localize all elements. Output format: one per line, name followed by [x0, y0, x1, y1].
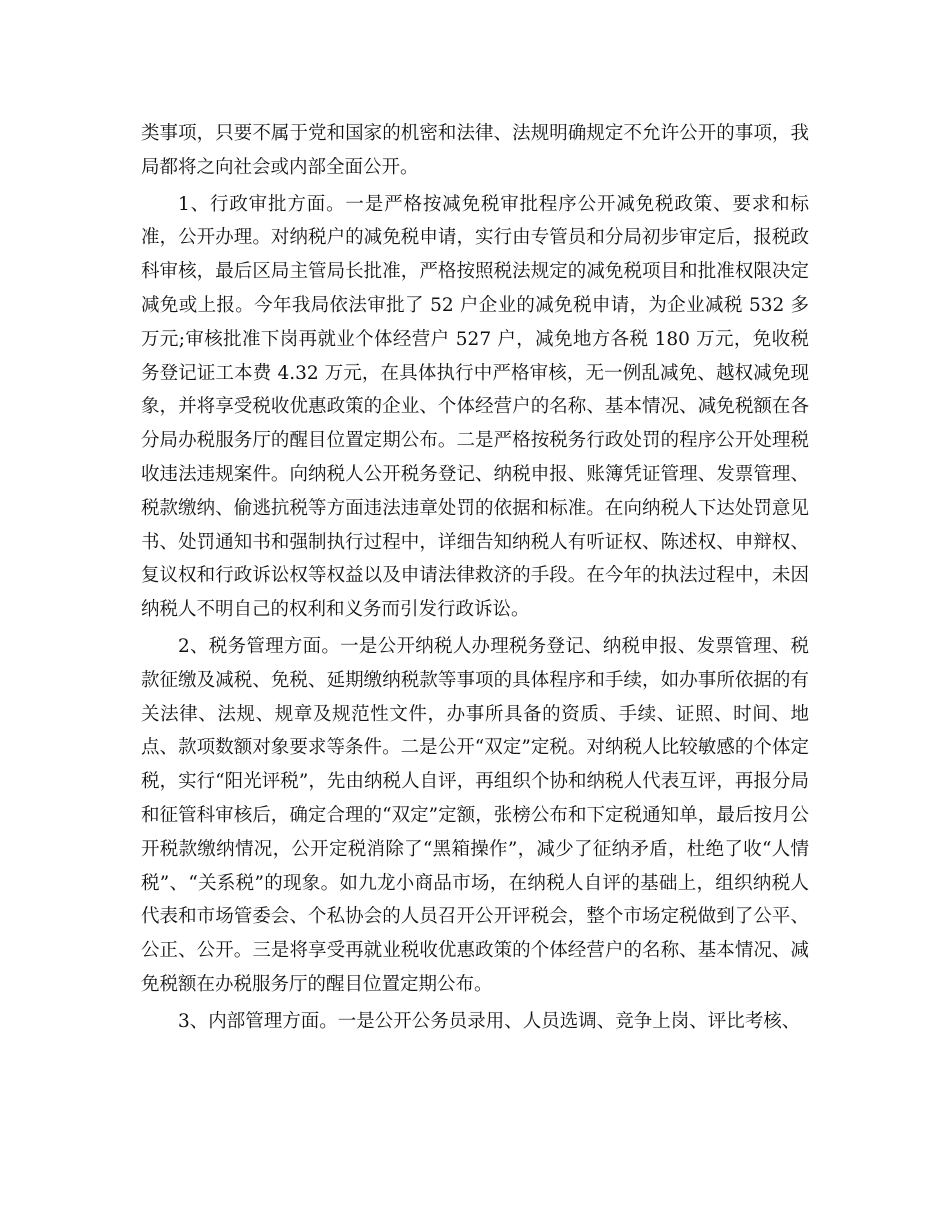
paragraph-tax-management: 2、税务管理方面。一是公开纳税人办理税务登记、纳税申报、发票管理、税款征缴及减税、免税、延期缴纳税款等事项的具体程序和手续，如办事所依据的有关法律、法规、规章及规范性文件，办事所具备的资质、手续、证照、时间、地点、款项数额对象要求等条件。二是公开“双定”定税。对纳税人比较敏感的个体定税，实行“阳光评税”，先由纳税人自评，再组织个协和纳税人代表互评，再报分局和征管科审核后，确定合理的“双定”定额，张榜公布和下定税通知单，最后按月公开税款缴纳情况，公开定税消除了“黑箱操作”，减少了征纳矛盾，杜绝了收“人情税”、“关系税”的现象。如九龙小商品市场，在纳税人自评的基础上，组织纳税人代表和市场管委会、个私协会的人员召开公开评税会，整个市场定税做到了公平、公正、公开。三是将享受再就业税收优惠政策的个体经营户的名称、基本情况、减免税额在办税服务厅的醒目位置定期公布。	[141, 635, 809, 995]
paragraph-internal-management: 3、内部管理方面。一是公开公务员录用、人员选调、竞争上岗、评比考核、	[178, 1010, 801, 1032]
paragraph-intro-continuation: 类事项，只要不属于党和国家的机密和法律、法规明确规定不允许公开的事项，我局都将之向社会或内部全面公开。	[141, 123, 809, 178]
paragraph-administrative-approval: 1、行政审批方面。一是严格按减免税审批程序公开减免税政策、要求和标准，公开办理。对纳税户的减免税申请，实行由专管员和分局初步审定后，报税政科审核，最后区局主管局长批准，严格按照税法规定的减免税项目和批准权限决定减免或上报。今年我局依法审批了 52 户企业的减免税申请，为企业减税 532 多万元;审核批准下岗再就业个体经营户 527 户，减免地方各税 180 万元，免收税务登记证工本费 4.32 万元，在具体执行中严格审核，无一例乱减免、越权减免现象，并将享受税收优惠政策的企业、个体经营户的名称、基本情况、减免税额在各分局办税服务厅的醒目位置定期公布。二是严格按税务行政处罚的程序公开处理税收违法违规案件。向纳税人公开税务登记、纳税申报、账簿凭证管理、发票管理、税款缴纳、偷逃抗税等方面违法违章处罚的依据和标准。在向纳税人下达处罚意见书、处罚通知书和强制执行过程中，详细告知纳税人有听证权、陈述权、申辩权、复议权和行政诉讼权等权益以及申请法律救济的手段。在今年的执法过程中，未因纳税人不明自己的权利和义务而引发行政诉讼。	[141, 193, 809, 621]
